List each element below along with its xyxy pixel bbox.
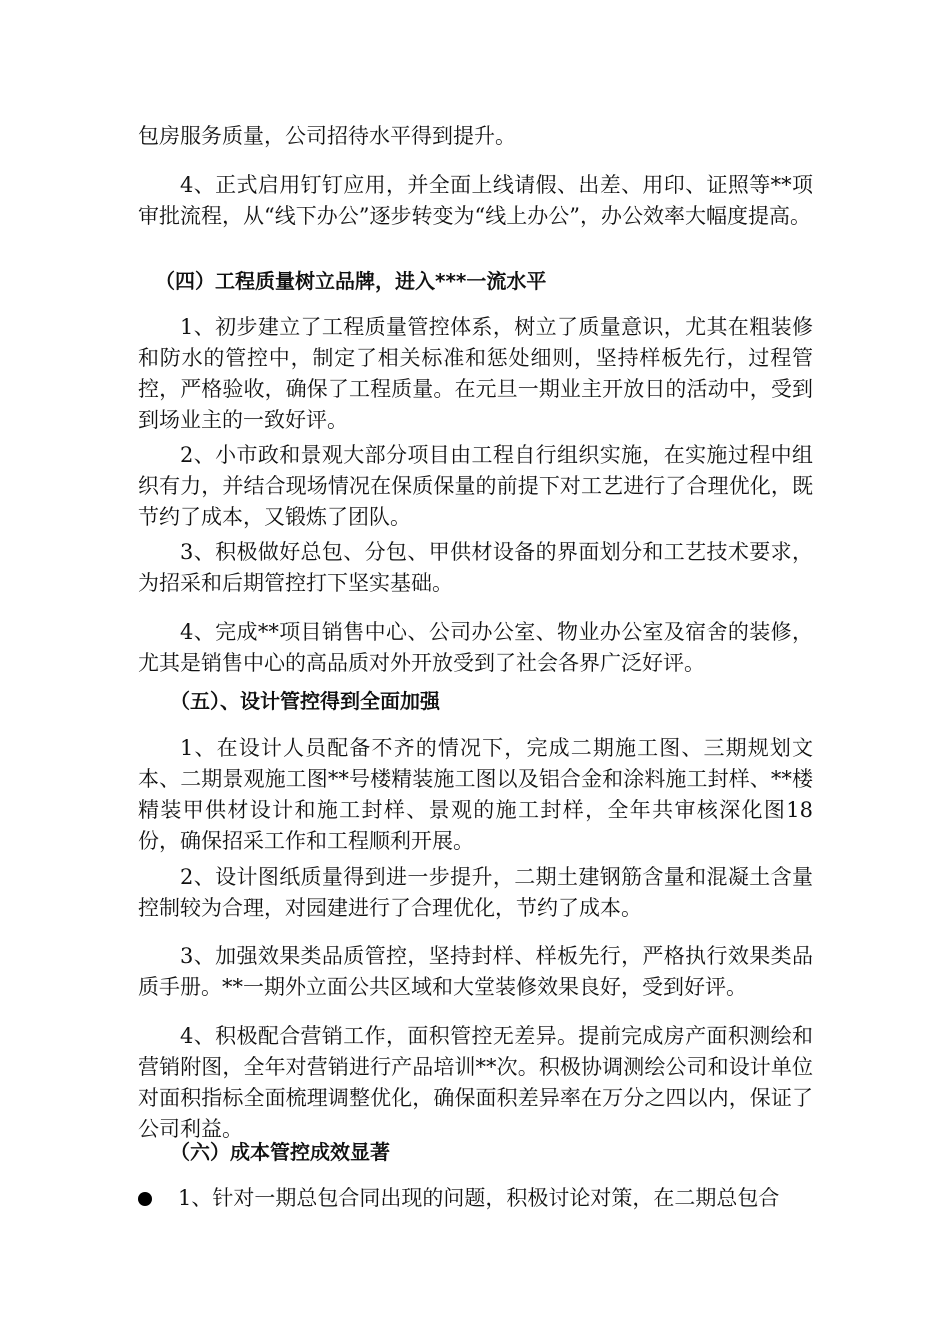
paragraph-5: 3、积极做好总包、分包、甲供材设备的界面划分和工艺技术要求，为招采和后期管控打下坚实基础。 [138, 540, 813, 595]
paragraph-10: 4、积极配合营销工作，面积管控无差异。提前完成房产面积测绘和营销附图，全年对营销进行产品培训**次。积极协调测绘公司和设计单位对面积指标全面梳理调整优化，确保面积差异率在万分之四以内，保证了公司利益。 [138, 1024, 813, 1141]
bullet-paragraph: 1、针对一期总包合同出现的问题，积极讨论对策，在二期总包合 [178, 1186, 780, 1210]
bullet-icon [138, 1192, 152, 1206]
paragraph-8: 2、设计图纸质量得到进一步提升，二期土建钢筋含量和混凝土含量控制较为合理，对园建进行了合理优化，节约了成本。 [138, 865, 813, 920]
paragraph-1: 包房服务质量，公司招待水平得到提升。 [138, 124, 516, 148]
section-heading-6: （六）成本管控成效显著 [170, 1140, 390, 1164]
section-heading-4: （四）工程质量树立品牌，进入***一流水平 [155, 269, 547, 293]
paragraph-3: 1、初步建立了工程质量管控体系，树立了质量意识，尤其在粗装修和防水的管控中，制定了相关标准和惩处细则，坚持样板先行，过程管控，严格验收，确保了工程质量。在元旦一期业主开放日的活动中，受到到场业主的一致好评。 [138, 315, 813, 432]
paragraph-9: 3、加强效果类品质管控，坚持封样、样板先行，严格执行效果类品质手册。**一期外立面公共区域和大堂装修效果良好，受到好评。 [138, 944, 813, 999]
paragraph-2: 4、正式启用钉钉应用，并全面上线请假、出差、用印、证照等**项审批流程，从“线下办公”逐步转变为“线上办公”，办公效率大幅度提高。 [138, 173, 813, 228]
section-heading-5: （五）、设计管控得到全面加强 [170, 689, 440, 713]
paragraph-7: 1、在设计人员配备不齐的情况下，完成二期施工图、三期规划文本、二期景观施工图**号楼精装施工图以及铝合金和涂料施工封样、**楼精装甲供材设计和施工封样、景观的施工封样，全年共审核深化图18份，确保招采工作和工程顺利开展。 [138, 736, 813, 853]
paragraph-4: 2、小市政和景观大部分项目由工程自行组织实施，在实施过程中组织有力，并结合现场情况在保质保量的前提下对工艺进行了合理优化，既节约了成本，又锻炼了团队。 [138, 443, 813, 529]
paragraph-6: 4、完成**项目销售中心、公司办公室、物业办公室及宿舍的装修，尤其是销售中心的高品质对外开放受到了社会各界广泛好评。 [138, 620, 813, 675]
